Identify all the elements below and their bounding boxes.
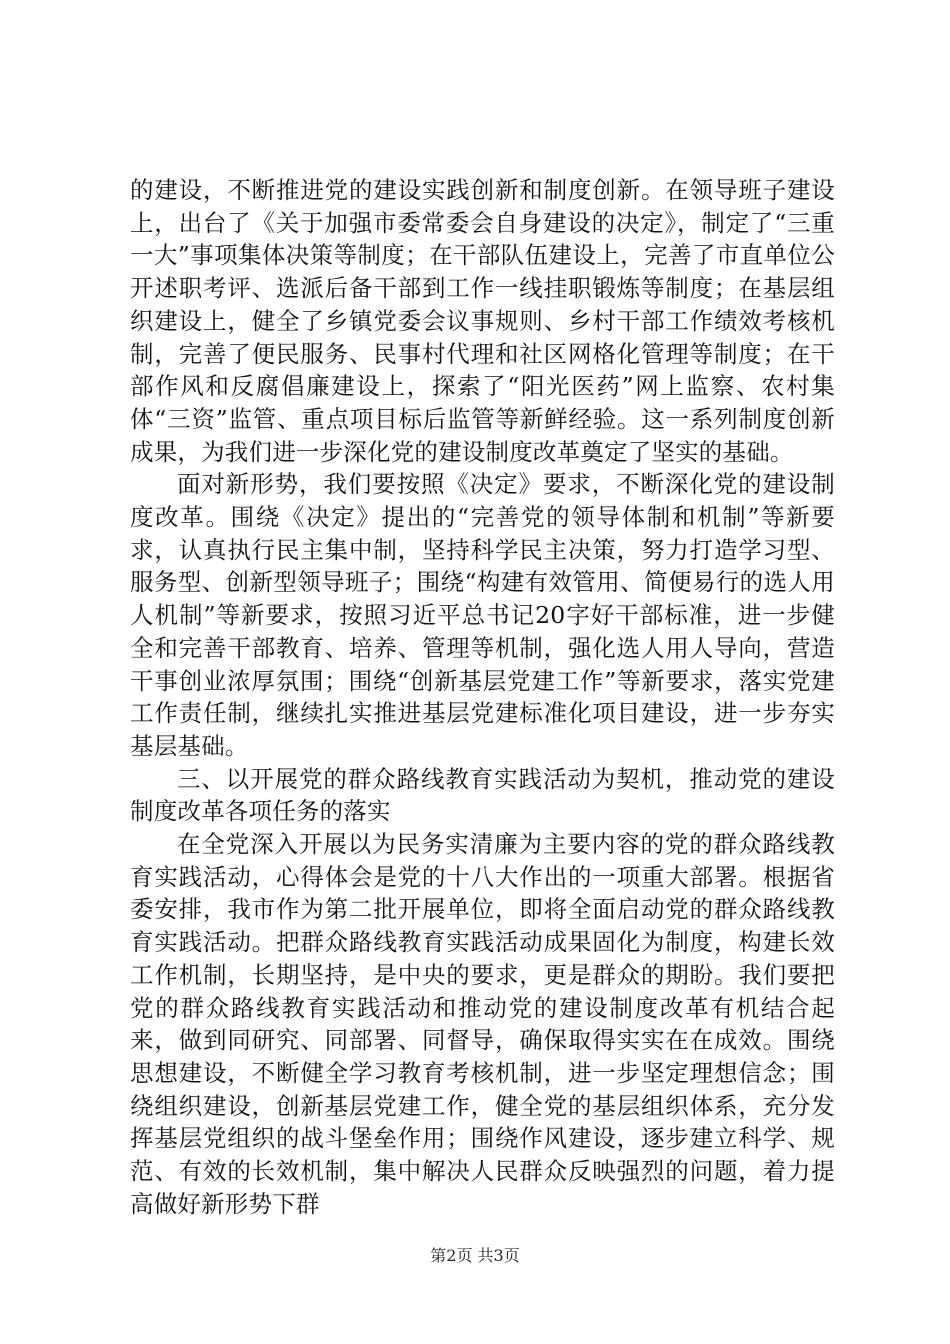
paragraph-continuation: 的建设，不断推进党的建设实践创新和制度创新。在领导班子建设上，出台了《关于加强市委常委会自身建设的决定》，制定了“三重一大”事项集体决策等制度；在干部队伍建设上，完善了市直单位公开述职考评、选派后备干部到工作一线挂职锻炼等制度；在基层组织建设上，健全了乡镇党委会议事规则、乡村干部工作绩效考核机制，完善了便民服务、民事村代理和社区网格化管理等制度；在干部作风和反腐倡廉建设上，探索了“阳光医药”网上监察、农村集体“三资”监管、重点项目标后监管等新鲜经验。这一系列制度创新成果，为我们进一步深化党的建设制度改革奠定了坚实的基础。 (130, 176, 835, 466)
paragraph-mass-line: 在全党深入开展以为民务实清廉为主要内容的党的群众路线教育实践活动，心得体会是党的十八大作出的一项重大部署。根据省委安排，我市作为第二批开展单位，即将全面启动党的群众路线教育实践活动。把群众路线教育实践活动成果固化为制度，构建长效工作机制，长期坚持，是中央的要求，更是群众的期盼。我们要把党的群众路线教育实践活动和推动党的建设制度改革有机结合起来，做到同研究、同部署、同督导，确保取得实实在在成效。围绕思想建设，不断健全学习教育考核机制，进一步坚定理想信念；围绕组织建设，创新基层党建工作，健全党的基层组织体系，充分发挥基层党组织的战斗堡垒作用；围绕作风建设，逐步建立科学、规范、有效的长效机制，集中解决人民群众反映强烈的问题，着力提高做好新形势下群 (130, 830, 835, 1218)
paragraph-new-situation: 面对新形势，我们要按照《决定》要求，不断深化党的建设制度改革。围绕《决定》提出的“完善党的领导体制和机制”等新要求，认真执行民主集中制，坚持科学民主决策，努力打造学习型、服务型、创新型领导班子；围绕“构建有效管用、简便易行的选人用人机制”等新要求，按照习近平总书记20字好干部标准，进一步健全和完善干部教育、培养、管理等机制，强化选人用人导向，营造干事创业浓厚氛围；围绕“创新基层党建工作”等新要求，落实党建工作责任制，继续扎实推进基层党建标准化项目建设，进一步夯实基层基础。 (130, 470, 835, 760)
section-heading-three: 三、以开展党的群众路线教育实践活动为契机，推动党的建设制度改革各项任务的落实 (130, 764, 835, 826)
document-body (130, 174, 835, 1221)
page-number-footer: 第2页 共3页 (430, 1246, 520, 1265)
